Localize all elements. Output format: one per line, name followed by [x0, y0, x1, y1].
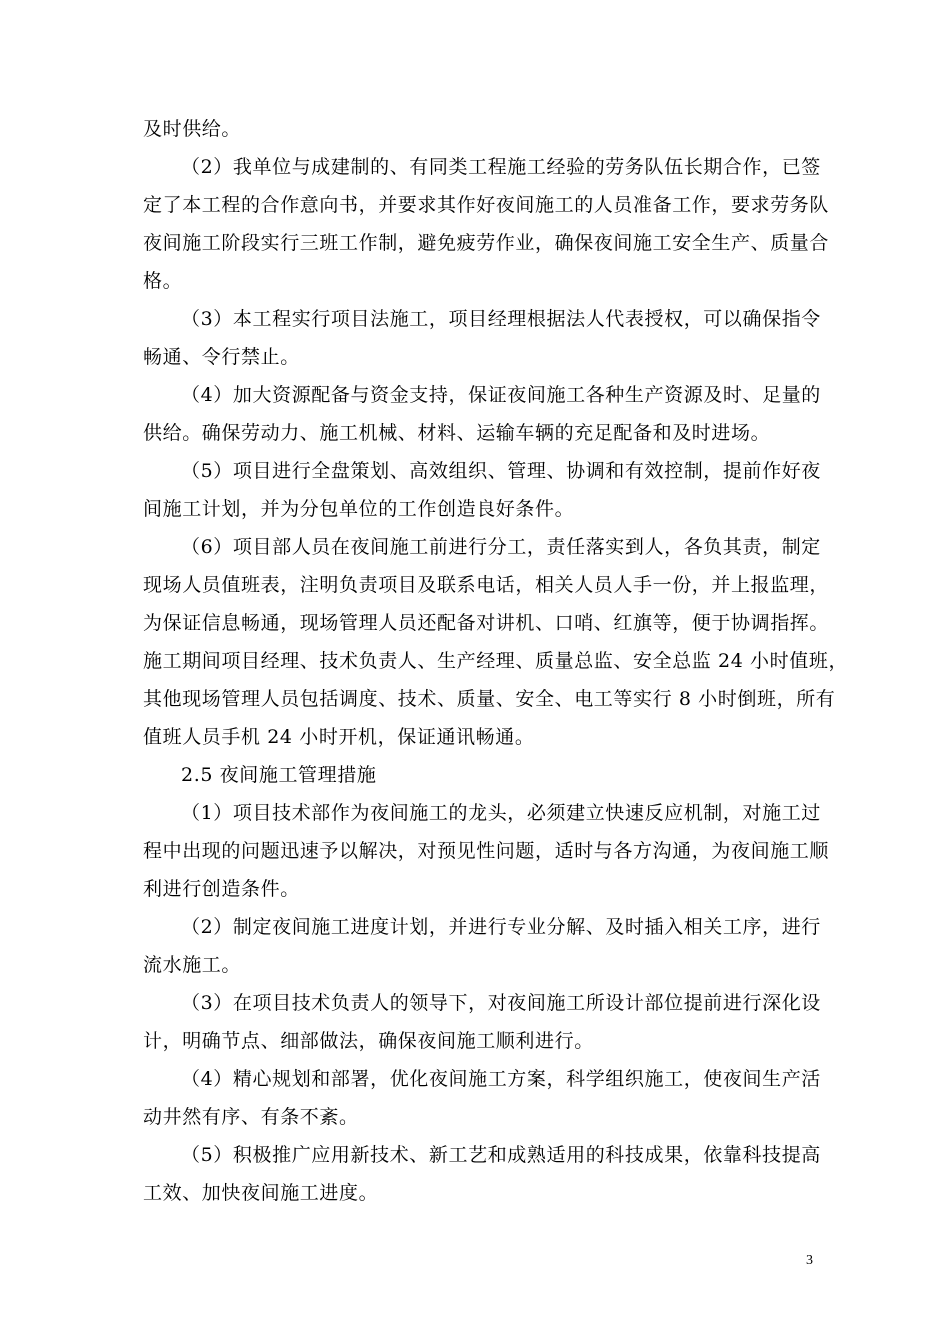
text-line: 其他现场管理人员包括调度、技术、质量、安全、电工等实行 8 小时倒班，所有	[143, 688, 836, 710]
text-line: （3）本工程实行项目法施工，项目经理根据法人代表授权，可以确保指令	[181, 308, 821, 330]
section-heading: 2.5 夜间施工管理措施	[181, 764, 377, 786]
text-line: （6）项目部人员在夜间施工前进行分工，责任落实到人，各负其责，制定	[181, 536, 821, 558]
text-line: 程中出现的问题迅速予以解决，对预见性问题，适时与各方沟通，为夜间施工顺	[143, 840, 830, 862]
text-line: 格。	[143, 270, 183, 292]
text-line: （3）在项目技术负责人的领导下，对夜间施工所设计部位提前进行深化设	[181, 992, 821, 1014]
text-line: 定了本工程的合作意向书，并要求其作好夜间施工的人员准备工作，要求劳务队	[143, 194, 830, 216]
text-line: （4）加大资源配备与资金支持，保证夜间施工各种生产资源及时、足量的	[181, 384, 821, 406]
text-line: 畅通、令行禁止。	[143, 346, 300, 368]
text-line: 夜间施工阶段实行三班工作制，避免疲劳作业，确保夜间施工安全生产、质量合	[143, 232, 830, 254]
text-line: 流水施工。	[143, 954, 242, 976]
text-line: 供给。确保劳动力、施工机械、材料、运输车辆的充足配备和及时进场。	[143, 422, 771, 444]
text-line: （2）我单位与成建制的、有同类工程施工经验的劳务队伍长期合作，已签	[181, 156, 821, 178]
text-line: 施工期间项目经理、技术负责人、生产经理、质量总监、安全总监 24 小时值班，	[143, 650, 849, 672]
page-number: 3	[806, 1253, 813, 1268]
text-line: （5）积极推广应用新技术、新工艺和成熟适用的科技成果，依靠科技提高	[181, 1144, 821, 1166]
text-line: 利进行创造条件。	[143, 878, 300, 900]
text-line: 动井然有序、有条不紊。	[143, 1106, 359, 1128]
text-line: （5）项目进行全盘策划、高效组织、管理、协调和有效控制，提前作好夜	[181, 460, 821, 482]
text-line: 计，明确节点、细部做法，确保夜间施工顺利进行。	[143, 1030, 594, 1052]
text-line: 为保证信息畅通，现场管理人员还配备对讲机、口哨、红旗等，便于协调指挥。	[143, 612, 830, 634]
text-line: （2）制定夜间施工进度计划，并进行专业分解、及时插入相关工序，进行	[181, 916, 821, 938]
text-line: 现场人员值班表，注明负责项目及联系电话，相关人员人手一份，并上报监理，	[143, 574, 830, 596]
text-line: 及时供给。	[143, 118, 242, 140]
text-line: 工效、加快夜间施工进度。	[143, 1182, 379, 1204]
text-line: （4）精心规划和部署，优化夜间施工方案，科学组织施工，使夜间生产活	[181, 1068, 821, 1090]
text-line: 间施工计划，并为分包单位的工作创造良好条件。	[143, 498, 575, 520]
text-line: 值班人员手机 24 小时开机，保证通讯畅通。	[143, 726, 535, 748]
text-line: （1）项目技术部作为夜间施工的龙头，必须建立快速反应机制，对施工过	[181, 802, 821, 824]
